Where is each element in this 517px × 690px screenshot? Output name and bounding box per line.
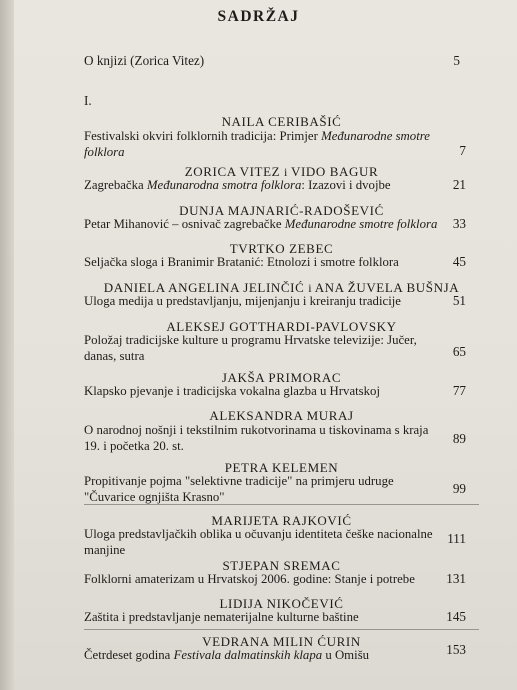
entry-author: PETRA KELEMEN [224, 460, 339, 475]
divider [84, 629, 479, 630]
entry-page: 145 [446, 609, 466, 624]
divider [84, 504, 479, 505]
entry-page: 7 [459, 143, 466, 158]
entry-page: 99 [452, 481, 466, 496]
entry-title: Petar Mihanović – osnivač zagrebačke Međunarodne smotre folklora [84, 217, 438, 231]
section-numeral: I. [84, 93, 92, 108]
entry-author: VEDRANA MILIN ĆURIN [202, 634, 361, 649]
page-spine-shadow [0, 0, 14, 690]
entry-title: Zaštita i predstavljanje nematerijalne kulturne baštine [84, 610, 359, 624]
entry-author: JAKŠA PRIMORAC [221, 370, 342, 385]
entry-page: 45 [452, 254, 466, 269]
entry-page: 33 [452, 216, 466, 231]
entry-title: O narodnoj nošnji i tekstilnim rukotvorinama u tiskovinama s kraja 19. i početka 20. st. [84, 423, 429, 453]
entry-author: DUNJA MAJNARIĆ-RADOŠEVIĆ [179, 203, 384, 218]
entry-page: 111 [447, 531, 466, 546]
entry-author: TVRTKO ZEBEC [229, 241, 334, 256]
intro-page: 5 [453, 53, 460, 68]
entry-author: ZORICA VITEZ i VIDO BAGUR [184, 164, 379, 179]
entry-page: 89 [452, 431, 466, 446]
entry-title: Klapsko pjevanje i tradicijska vokalna glazba u Hrvatskoj [84, 384, 381, 398]
entry-page: 153 [446, 642, 466, 657]
entry-title: Seljačka sloga i Branimir Bratanić: Etnolozi i smotre folklora [84, 255, 399, 269]
entry-title: Folklorni amaterizam u Hrvatskoj 2006. godine: Stanje i potrebe [84, 572, 415, 586]
entry-author: DANIELA ANGELINA JELINČIĆ i ANA ŽUVELA BUŠNJA [103, 280, 460, 295]
entry-title: Festivalski okviri folklornih tradicija: Primjer Međunarodne smotre folklora [84, 129, 430, 159]
entry-page: 131 [446, 571, 466, 586]
entry-author: NAILA CERIBAŠIĆ [221, 114, 342, 129]
entry-title: Položaj tradicijske kulture u programu Hrvatske televizije: Jučer, danas, sutra [84, 333, 417, 363]
entry-page: 21 [452, 177, 466, 192]
entry-author: MARIJETA RAJKOVIĆ [211, 513, 352, 528]
entry-author: LIDIJA NIKOČEVIĆ [219, 596, 344, 611]
entry-author: ALEKSEJ GOTTHARDI-PAVLOVSKY [166, 319, 397, 334]
entry-author: STJEPAN SREMAC [222, 558, 341, 573]
entry-page: 51 [452, 293, 466, 308]
entry-title: Četrdeset godina Festivala dalmatinskih klapa u Omišu [84, 648, 370, 662]
intro-title: O knjizi (Zorica Vitez) [84, 53, 205, 68]
entry-author: ALEKSANDRA MURAJ [209, 408, 354, 423]
entry-page: 65 [452, 344, 466, 359]
entry-title: Uloga medija u predstavljanju, mijenjanju i kreiranju tradicije [84, 294, 401, 308]
entry-title: Uloga predstavljačkih oblika u očuvanju identiteta češke nacionalne manjine [84, 527, 433, 557]
entry-title: Propitivanje pojma "selektivne tradicije" na primjeru udruge "Čuvarice ognjišta Krasno" [84, 474, 394, 504]
page-title: SADRŽAJ [217, 8, 300, 25]
entry-title: Zagrebačka Međunarodna smotra folklora: Izazovi i dvojbe [84, 178, 391, 192]
entry-page: 77 [452, 383, 466, 398]
